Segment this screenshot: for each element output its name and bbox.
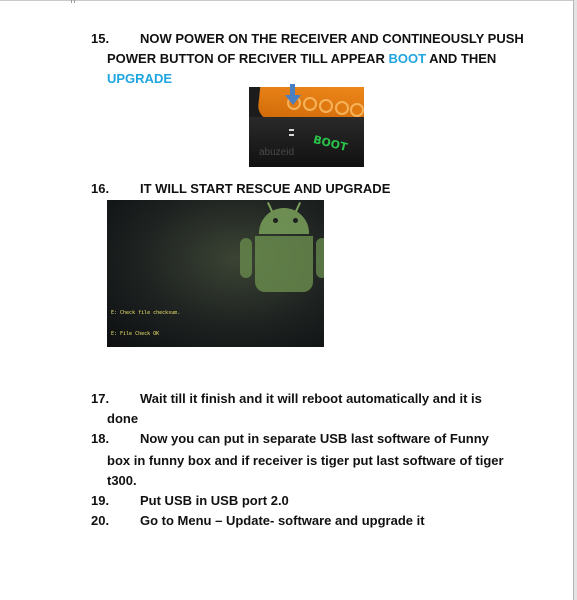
led-indicator	[289, 129, 294, 131]
step-text: NOW POWER ON THE RECEIVER AND CONTINEOUSLY PUSH	[140, 31, 524, 46]
step-number: 20.	[91, 513, 110, 528]
boot-keyword: BOOT	[388, 51, 427, 66]
step-text: Wait till it finish and it will reboot automatically and it is	[140, 391, 482, 406]
arrow-head-icon	[285, 95, 301, 105]
step-number: 18.	[91, 431, 110, 446]
step-number: 19.	[91, 493, 110, 508]
step-text: Go to Menu – Update- software and upgrade it	[140, 513, 425, 528]
rescue-screen-photo	[107, 200, 324, 347]
receiver-boot-photo	[249, 87, 364, 167]
android-arm	[316, 238, 324, 278]
page-top-edge	[0, 0, 577, 1]
step-text: Now you can put in separate USB last software of Funny	[140, 431, 489, 446]
panel-button	[319, 99, 333, 113]
step-text: AND THEN	[426, 51, 497, 66]
margin-mark	[71, 0, 72, 3]
step-text: box in funny box and if receiver is tiger put last software of tiger	[107, 453, 504, 468]
android-eye	[293, 218, 298, 223]
step-text: done	[107, 411, 139, 426]
android-robot-icon	[259, 208, 309, 234]
step-text-line2	[107, 51, 496, 67]
android-arm	[240, 238, 252, 278]
upgrade-keyword: UPGRADE	[107, 71, 173, 86]
panel-button	[335, 101, 349, 115]
recovery-log	[111, 296, 216, 347]
panel-button	[303, 97, 317, 111]
boot-display-text: BOOT	[311, 133, 349, 154]
log-line: E: File Check OK	[111, 331, 160, 337]
step-text: Put USB in USB port 2.0	[140, 493, 289, 508]
step-number: 15.	[91, 31, 110, 46]
log-line: E: Check file checksum.	[111, 310, 181, 316]
android-body	[255, 236, 313, 292]
step-text: t300.	[107, 473, 137, 488]
watermark: abuzeid	[259, 147, 295, 158]
android-eye	[273, 218, 278, 223]
panel-button	[350, 103, 364, 117]
step-text: POWER BUTTON OF RECIVER TILL APPEAR	[107, 51, 389, 66]
step-number: 16.	[91, 181, 110, 196]
step-text: IT WILL START RESCUE AND UPGRADE	[140, 181, 391, 196]
led-indicator	[289, 134, 294, 136]
step-number: 17.	[91, 391, 110, 406]
margin-mark	[74, 0, 75, 3]
